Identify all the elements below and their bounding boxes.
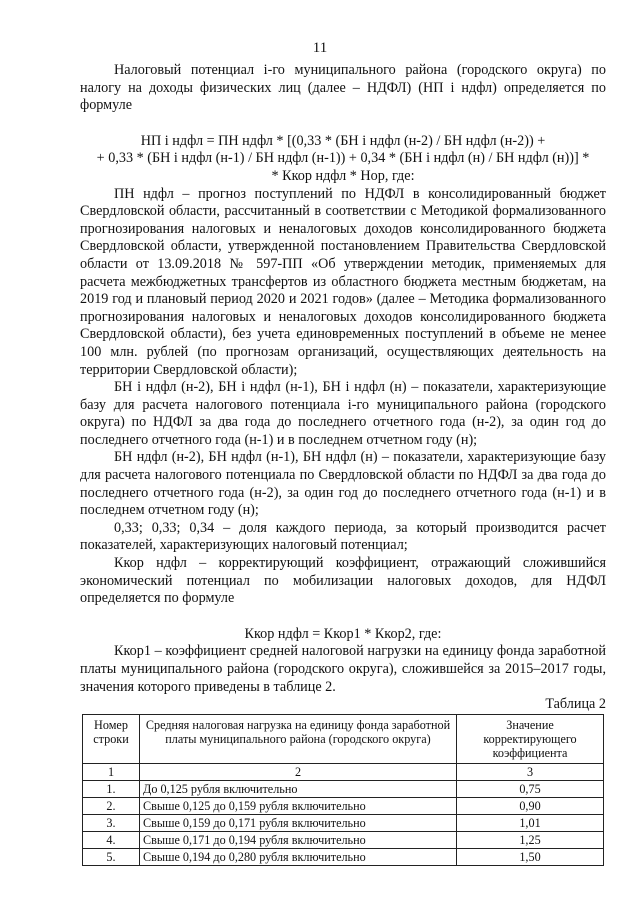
definition-pn: ПН ндфл – прогноз поступлений по НДФЛ в консолидированный бюджет Свердловской области, рассчитанный в соответствии с Методикой формализованного прогнозирования налоговых и неналоговых доходов консолидированного бюджета Свердловской области, утвержденной постановлением Правительства Свердловской области от 13.09.2018 № 597-ПП «Об утверждении методик, применяемых для расчета межбюджетных трансфертов из областного бюджета местным бюджетам, на 2019 год и плановый период 2020 и 2021 годов» (далее – Методика формализованного прогнозирования налоговых и неналоговых доходов консолидированного бюджета Свердловской области), без учета единовременных поступлений в объеме не менее 100 млн. рублей (по прогнозам организаций, осуществляющих деятельность на территории Свердловской области); [80,185,606,378]
coefficient-cell: 0,75 [457,780,604,797]
definition-bn-i: БН i ндфл (н-2), БН i ндфл (н-1), БН i ндфл (н) – показатели, характеризующие базу для расчета налогового потенциала i-го муниципального района (городского округа) по НДФЛ за два года до последнего отчетного года (н-2), за один год до последнего отчетного года (н-1) и в последнем отчетном году (н); [80,379,606,448]
coefficient-cell: 1,01 [457,814,604,831]
tax-burden-cell: Свыше 0,125 до 0,159 рубля включительно [140,797,457,814]
table-row [83,848,604,865]
header-coefficient: Значение корректирующего коэффициента [457,714,604,763]
formula-line-1: НП i ндфл = ПН ндфл * [(0,33 * (БН i ндфл (н-2) / БН ндфл (н-2)) + [140,132,546,149]
coefficient-cell: 0,90 [457,797,604,814]
tax-burden-cell: Свыше 0,159 до 0,171 рубля включительно [140,814,457,831]
coefficient-cell: 1,50 [457,848,604,865]
row-number-cell: 3. [83,814,140,831]
document-body [80,62,606,866]
table-header-row [83,714,604,763]
table-row [83,831,604,848]
table-row [83,797,604,814]
index-cell: 1 [83,763,140,780]
coefficient-cell: 1,25 [457,831,604,848]
row-number-cell: 2. [83,797,140,814]
intro-paragraph: Налоговый потенциал i-го муниципального района (городского округа) по налогу на доходы физических лиц (далее – НДФЛ) (НП i ндфл) определяется по формуле [80,62,606,114]
formula-kkor: Ккор ндфл = Ккор1 * Ккор2, где: [244,625,442,642]
formula-line-2: + 0,33 * (БН i ндфл (н-1) / БН ндфл (н-1)) + 0,34 * (БН i ндфл (н) / БН ндфл (н))] * [96,150,590,167]
definition-bn: БН ндфл (н-2), БН ндфл (н-1), БН ндфл (н) – показатели, характеризующие базу для расчета налогового потенциала по Свердловской области по НДФЛ за два года до последнего отчетного года (н-2), за один год до последнего отчетного года (н-1) и в последнем отчетном году (н); [80,449,606,519]
table-row [83,814,604,831]
table-index-row [83,763,604,780]
coefficient-table [82,714,604,866]
tax-burden-cell: Свыше 0,171 до 0,194 рубля включительно [140,831,457,848]
row-number-cell: 4. [83,831,140,848]
index-cell: 2 [140,763,457,780]
definition-kkor: Ккор ндфл – корректирующий коэффициент, отражающий сложившийся экономический потенциал по мобилизации налоговых доходов, для НДФЛ определяется по формуле [80,555,606,607]
header-tax-burden: Средняя налоговая нагрузка на единицу фонда заработной платы муниципального района (городского округа) [140,714,457,763]
page-number: 11 [312,40,328,56]
header-row-number: Номер строки [83,714,140,763]
definition-shares: 0,33; 0,33; 0,34 – доля каждого периода, за который производится расчет показателей, характеризующих налоговый потенциал; [80,519,606,554]
formula-line-3: * Ккор ндфл * Нор, где: [271,167,415,184]
definition-kkor1: Ккор1 – коэффициент средней налоговой нагрузки на единицу фонда заработной платы муниципального района (городского округа), сложившейся за 2015–2017 годы, значения которого приведены в таблице 2. [80,643,606,695]
tax-burden-cell: До 0,125 рубля включительно [140,780,457,797]
index-cell: 3 [457,763,604,780]
table-caption: Таблица 2 [545,696,606,713]
row-number-cell: 5. [83,848,140,865]
tax-burden-cell: Свыше 0,194 до 0,280 рубля включительно [140,848,457,865]
table-row [83,780,604,797]
row-number-cell: 1. [83,780,140,797]
